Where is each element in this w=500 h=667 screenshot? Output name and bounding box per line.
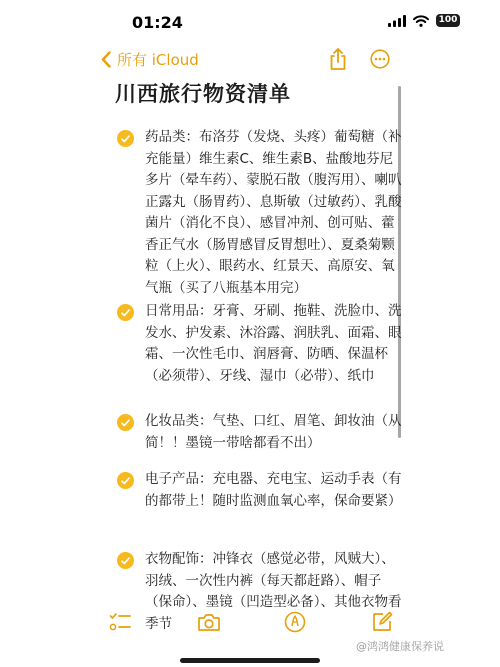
wifi-icon bbox=[413, 15, 429, 27]
more-options-button[interactable] bbox=[370, 49, 390, 73]
checklist-item bbox=[115, 469, 405, 549]
status-bar bbox=[0, 0, 500, 44]
more-icon bbox=[370, 49, 390, 69]
note-title[interactable]: 川西旅行物资清单 bbox=[115, 82, 291, 106]
checked-circle-icon[interactable] bbox=[117, 472, 134, 489]
back-button[interactable] bbox=[101, 49, 199, 70]
checked-circle-icon[interactable] bbox=[117, 304, 134, 321]
back-label: 所有 iCloud bbox=[117, 51, 199, 69]
battery-indicator: 100 bbox=[436, 14, 460, 27]
checklist-item-text[interactable]: 电子产品：充电器、充电宝、运动手表（有的都带上！随时监测血氧心率，保命要紧） bbox=[145, 471, 402, 509]
checklist-item bbox=[115, 301, 405, 411]
camera-icon bbox=[197, 611, 221, 633]
markup-pen-icon bbox=[284, 611, 306, 633]
checklist-button[interactable] bbox=[109, 611, 131, 637]
camera-button[interactable] bbox=[197, 611, 221, 637]
checklist-item bbox=[115, 127, 405, 301]
nav-bar bbox=[0, 44, 500, 80]
checked-circle-icon[interactable] bbox=[117, 130, 134, 147]
watermark: @鸿鸿健康保养说 bbox=[356, 640, 444, 653]
share-button[interactable] bbox=[328, 47, 348, 75]
chevron-left-icon bbox=[101, 51, 111, 68]
checklist-item-text[interactable]: 衣物配饰：冲锋衣（感觉必带，风贼大）、羽绒、一次性内裤（每天都赶路）、帽子（保命）、墨镜（凹造型必备）、其他衣物看季节 bbox=[145, 551, 402, 632]
home-indicator[interactable] bbox=[180, 658, 320, 663]
share-icon bbox=[328, 47, 348, 71]
checklist-item-text[interactable]: 药品类：布洛芬（发烧、头疼）葡萄糖（补充能量）维生素C、维生素B、盐酸地芬尼多片（晕车药）、蒙脱石散（腹泻用）、喇叭正露丸（肠胃药）、息斯敏（过敏药）、乳酸菌片（消化不良）、感冒冲剂、创可贴、藿香正气水（肠胃感冒反胃想吐）、夏桑菊颗粒（上火）、眼药水、红景天、高原安、氧气瓶（买了八瓶基本用完） bbox=[145, 129, 402, 296]
checklist bbox=[115, 127, 405, 632]
compose-icon bbox=[371, 611, 393, 633]
checklist-icon bbox=[109, 611, 131, 633]
checked-circle-icon[interactable] bbox=[117, 414, 134, 431]
checklist-item bbox=[115, 411, 405, 469]
status-time: 01:24 bbox=[132, 13, 183, 32]
cellular-signal-icon bbox=[388, 15, 406, 27]
checked-circle-icon[interactable] bbox=[117, 552, 134, 569]
checklist-item-text[interactable]: 化妆品类：气垫、口红、眉笔、卸妆油（从简！！墨镜一带啥都看不出） bbox=[145, 413, 402, 451]
markup-button[interactable] bbox=[284, 611, 306, 637]
status-icons bbox=[388, 14, 460, 27]
compose-button[interactable] bbox=[371, 611, 393, 637]
checklist-item-text[interactable]: 日常用品：牙膏、牙刷、拖鞋、洗脸巾、洗发水、护发素、沐浴露、润肤乳、面霜、眼霜、一次性毛巾、润唇膏、防晒、保温杯（必须带）、牙线、湿巾（必带）、纸巾 bbox=[145, 303, 402, 384]
